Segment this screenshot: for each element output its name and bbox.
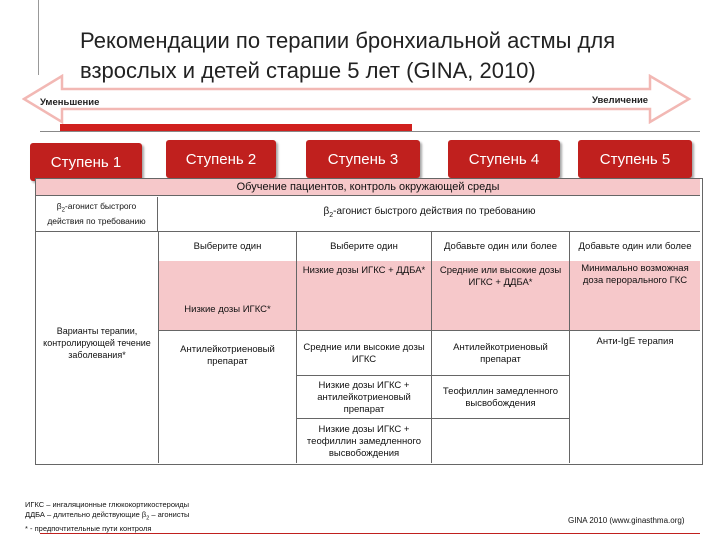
page-title-line1: Рекомендации по терапии бронхиальной астмы для [80,28,616,53]
divider-line [40,131,700,132]
reliever-rest: $\beta_2$-агонист быстрого действия по требованию [323,206,536,219]
choose-step5: Добавьте один или более [578,241,692,252]
step4-theophylline: Теофиллин замедленного высвобождения [432,377,569,419]
footnote-ddba: ДДБА – длительно действующие $\beta_2$ – агонисты [25,510,190,522]
step5-anti-ige: Анти-IgE терапия [596,336,674,347]
step2-antileukotriene: Антилейкотриеновый препарат [180,344,275,367]
choose-step4: Добавьте один или более [444,241,557,252]
step-2: Ступень 2 [166,140,276,178]
step5-oral-gcs: Минимально возможная доза перорального ГКС [570,261,700,331]
step-1: Ступень 1 [30,143,142,181]
options-label: Варианты терапии, контролирующей течение заболевания* [43,326,151,360]
step4-antileukotriene: Антилейкотриеновый препарат [432,332,569,376]
reliever-step1-line1: $\beta_2$-агонист быстрого [56,200,137,214]
footnotes [25,500,189,534]
education-row: Обучение пациентов, контроль окружающей среды [36,179,700,196]
step3-low-ics-laba: Низкие дозы ИГКС + ДДБА* [297,261,431,331]
step3-low-ics-theophylline: Низкие дозы ИГКС + теофиллин замедленного высвобождения [306,423,422,459]
therapy-table [35,178,703,465]
reliever-step1 [36,197,158,231]
step4-medium-high-ics-laba: Средние или высокие дозы ИГКС + ДДБА* [432,261,569,331]
step-5: Ступень 5 [578,140,692,178]
footnote-preferred: * - предпочтительные пути контроля [25,523,152,533]
footnote-igks: ИГКС – ингаляционные глюкокортикостероиды [25,500,189,509]
choose-step3: Выберите один [330,241,398,252]
choose-step2: Выберите один [193,241,262,252]
row-divider [36,231,700,232]
step2-low-ics: Низкие дозы ИГКС* [159,261,296,331]
bottom-rule [40,533,700,534]
title-rule [38,0,39,75]
page-title-line2: взрослых и детей старше 5 лет (GINA, 2010) [80,58,536,83]
step3-medium-high-ics: Средние или высокие дозы ИГКС [297,332,431,376]
increase-label: Увеличение [592,95,649,106]
decrease-label: Уменьшение [40,97,100,108]
reliever-step1-line2: действия по требованию [47,216,146,227]
source-citation: GINA 2010 (www.ginasthma.org) [568,516,685,525]
step3-low-ics-ltra: Низкие дозы ИГКС + антилейкотриеновый препарат [297,377,431,419]
step-4: Ступень 4 [448,140,560,178]
step-3: Ступень 3 [306,140,420,178]
accent-bar [60,124,412,131]
